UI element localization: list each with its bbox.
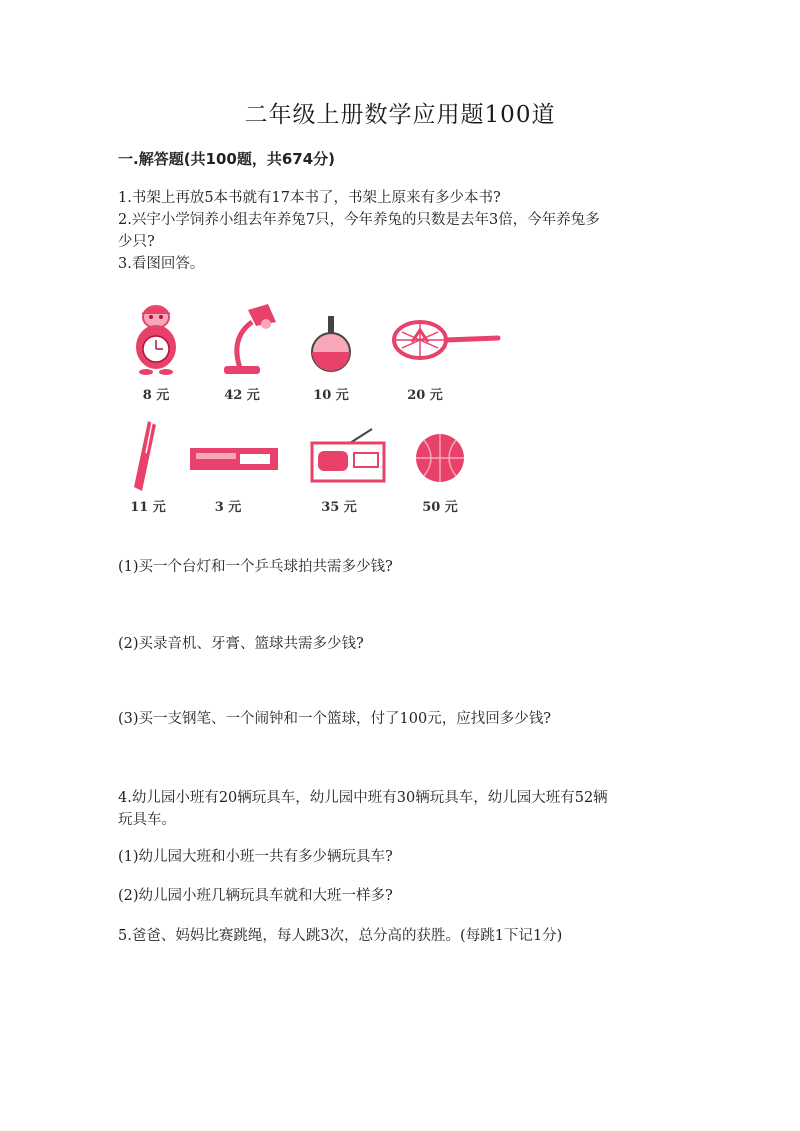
question-4-part-2: (2)幼儿园小班几辆玩具车就和大班一样多?	[118, 888, 393, 904]
question-2-line-1: 2.兴宇小学饲养小组去年养兔7只，今年养兔的只数是去年3倍，今年养兔多	[118, 212, 600, 228]
price-figure	[118, 292, 518, 522]
question-5: 5.爸爸、妈妈比赛跳绳，每人跳3次，总分高的获胜。(每跳1下记1分)	[118, 928, 563, 944]
question-3-part-1: (1)买一个台灯和一个乒乓球拍共需多少钱?	[118, 559, 393, 575]
price-label: 50 元	[422, 500, 458, 515]
price-label: 42 元	[224, 388, 260, 403]
item-radio-recorder	[310, 427, 390, 537]
question-1: 1.书架上再放5本书就有17本书了，书架上原来有多少本书?	[118, 190, 501, 206]
penguin-alarm-clock-icon	[126, 302, 196, 382]
badminton-racket-icon	[390, 312, 502, 372]
question-2-line-2: 少只?	[118, 234, 155, 250]
question-4-line-2: 玩具车。	[118, 812, 176, 828]
radio-recorder-icon	[310, 427, 386, 483]
question-4-part-1: (1)幼儿园大班和小班一共有多少辆玩具车?	[118, 849, 393, 865]
pen-icon	[126, 417, 166, 497]
ping-pong-paddle-icon	[308, 302, 358, 382]
basketball-icon	[414, 432, 470, 488]
price-label: 8 元	[142, 388, 170, 403]
price-label: 20 元	[407, 388, 443, 403]
page-title: 二年级上册数学应用题100道	[244, 102, 556, 128]
price-label: 10 元	[313, 388, 349, 403]
price-label: 11 元	[130, 500, 166, 515]
question-3: 3.看图回答。	[118, 256, 205, 272]
toothpaste-icon	[188, 442, 280, 476]
question-3-part-3: (3)买一支钢笔、一个闹钟和一个篮球，付了100元，应找回多少钱?	[118, 711, 551, 727]
item-basketball	[414, 432, 504, 542]
question-4-line-1: 4.幼儿园小班有20辆玩具车，幼儿园中班有30辆玩具车，幼儿园大班有52辆	[118, 790, 608, 806]
item-badminton-racket	[390, 312, 510, 422]
section-heading: 一.解答题(共100题，共674分)	[118, 150, 336, 168]
price-label: 35 元	[321, 500, 357, 515]
desk-lamp-icon	[216, 302, 286, 382]
price-label: 3 元	[214, 500, 242, 515]
question-3-part-2: (2)买录音机、牙膏、篮球共需多少钱?	[118, 636, 364, 652]
